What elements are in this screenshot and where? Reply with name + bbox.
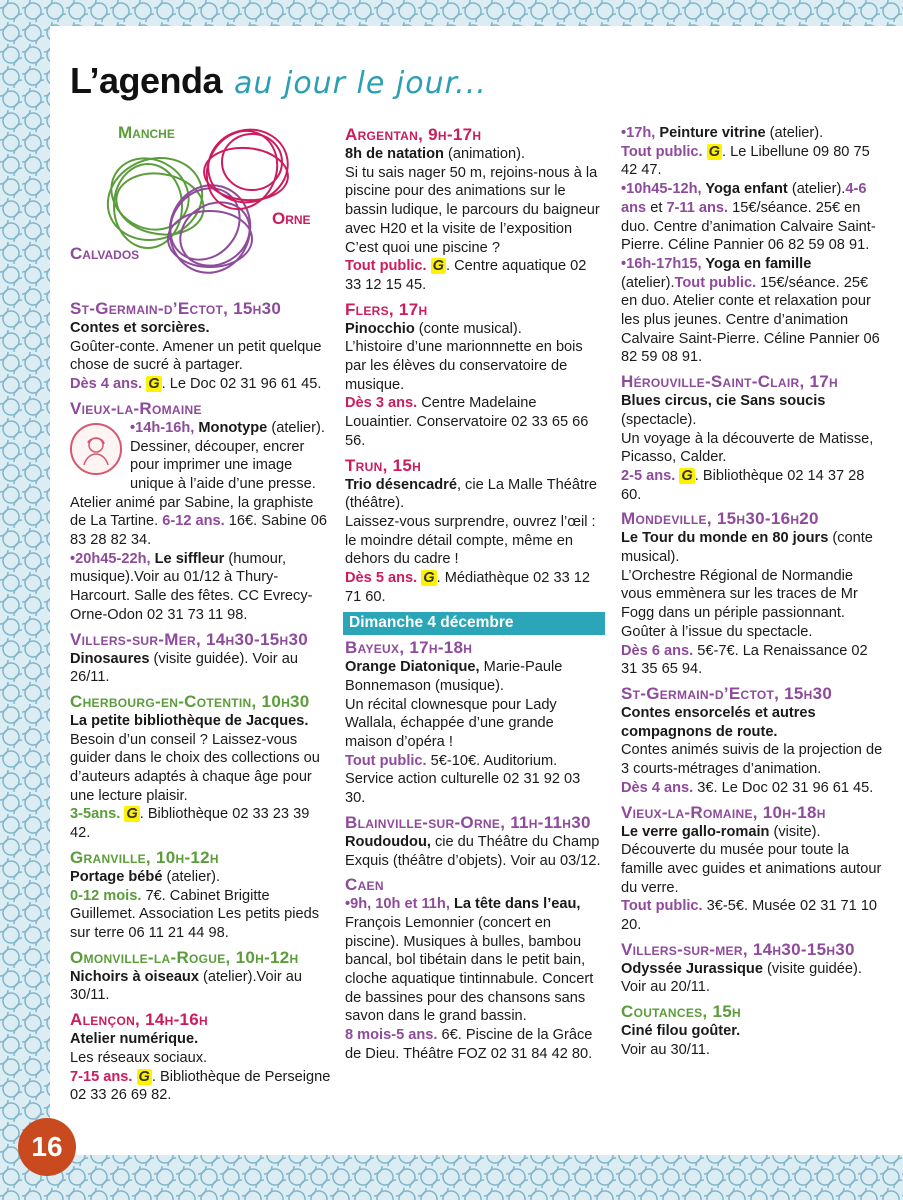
event-title: Ciné filou goûter. — [621, 1023, 741, 1040]
event-info: 3€. Le Doc 02 31 96 61 45. — [693, 779, 874, 796]
event-town: Blainville-sur-Orne, 11h-11h30 — [345, 812, 591, 832]
age-label: Dès 5 ans. — [345, 570, 418, 587]
event-line: Laissez-vous surprendre, ouvrez l’œil : le moindre détail compte, même en dehors du cadre ! — [345, 513, 596, 568]
event-line — [621, 960, 883, 979]
event-time: •9h, 10h et 11h, — [345, 896, 454, 913]
event-line — [345, 145, 603, 164]
event-info: . Bibliothèque 02 14 37 28 60. — [621, 467, 865, 503]
event-town: Cherbourg-en-Cotentin, 10h30 — [70, 691, 310, 711]
free-badge: G — [681, 467, 693, 484]
event-title: Yoga enfant — [705, 181, 788, 198]
event-town: Vieux-la-Romaine — [70, 398, 202, 418]
event-town: Caen — [345, 875, 384, 895]
event-info: 15€/séance. 25€ en duo. Atelier conte et relaxation pour les plus jeunes. Centre d’animation Calvaire Saint-Pierre. Céline Pannier 06 82 59 08 91. — [621, 274, 880, 366]
event-time: •14h-16h, — [130, 419, 199, 436]
event-line — [70, 319, 332, 338]
event-line: Un voyage à la découverte de Matisse, Picasso, Calder. — [621, 430, 874, 466]
event-town: Vieux-la-Romaine, 10h-18h — [621, 802, 826, 822]
event-title: La petite bibliothèque de Jacques. — [70, 712, 309, 729]
event-info: . Le Doc 02 31 96 61 45. — [161, 376, 322, 393]
event-line — [70, 868, 332, 887]
age-label: Tout public. — [621, 898, 703, 915]
event-title: Contes ensorcelés et autres compagnons de route. — [621, 704, 816, 740]
event-info: (conte musical). — [621, 530, 873, 566]
event-town: Hérouville-Saint-Clair, 17h — [621, 372, 839, 392]
event-info: 15€/séance. 25€ en duo. Centre d’animation Calvaire Saint-Pierre. Céline Pannier 06 82 59 08 91. — [621, 199, 876, 254]
age-label: Tout public. — [674, 274, 757, 291]
event-title: Atelier numérique. — [70, 1031, 199, 1048]
age-label: 7-11 ans. — [666, 199, 729, 216]
title-main: L’agenda — [70, 60, 223, 101]
event-town: St-Germain-d’Ectot, 15h30 — [621, 683, 833, 703]
event-info: Marie-Paule Bonnemason (musique). — [345, 659, 563, 694]
event-title: La tête dans l’eau, — [453, 896, 581, 913]
event-info: (atelier). — [621, 274, 675, 291]
event-info: 3€-5€. Musée 02 31 71 10 20. — [621, 898, 878, 934]
event-info: 16€. Sabine 06 83 28 82 34. — [70, 513, 327, 549]
event-info: (conte musical). — [414, 320, 522, 337]
event-line: Si tu sais nager 50 m, rejoins-nous à la piscine pour des animations sur le bassin ludique, le parcours du baigneur avec H20 et la visite de l’exposition C’est quoi une piscine ? — [345, 164, 600, 256]
event-line — [70, 650, 332, 687]
illustrator-avatar-icon — [70, 423, 122, 475]
day-header: Dimanche 4 décembre — [343, 612, 605, 635]
event-info: (atelier). — [162, 868, 221, 885]
event-line: Voir au 30/11. — [621, 1041, 710, 1058]
event-line — [621, 255, 883, 367]
event-line — [621, 779, 883, 798]
event-line: Découverte du musée pour toute la famille avec guides et animations autour du verre. — [621, 842, 882, 896]
event-title: Monotype — [198, 419, 268, 436]
event-info: (spectacle). — [621, 411, 697, 428]
free-badge: G — [138, 1068, 150, 1085]
event-info: . Bibliothèque de Perseigne 02 33 26 69 82. — [70, 1068, 331, 1104]
event-line — [621, 823, 883, 842]
event-line: Goûter-conte. Amener un petit quelque chose de sucré à partager. — [70, 338, 322, 374]
event-town: Flers, 17h — [345, 299, 428, 319]
event-line — [345, 752, 603, 808]
region-scribble-map — [70, 124, 332, 294]
event-title: Le Tour du monde en 80 jours — [621, 530, 829, 547]
free-badge: G — [708, 143, 721, 160]
age-label: 4-6 ans — [621, 181, 867, 216]
event-info: (atelier).Voir au 30/11. — [70, 968, 302, 1004]
map-label-orne: Orne — [272, 209, 311, 228]
event-town: St-Germain-d’Ectot, 15h30 — [70, 299, 282, 318]
column-1 — [70, 124, 332, 1105]
title-subtitle: au jour le jour... — [234, 66, 487, 101]
event-info: . Le Libellune 09 80 75 42 47. — [621, 143, 870, 179]
event-town: Omonville-la-Rogue, 10h-12h — [70, 947, 299, 967]
free-badge: G — [423, 570, 435, 587]
event-town: Trun, 15h — [345, 455, 422, 475]
event-line — [345, 1026, 603, 1063]
event-info: (visite guidée). — [762, 960, 862, 977]
event-title: Contes et sorcières. — [70, 320, 210, 336]
event-info: (atelier). — [765, 125, 824, 141]
event-title: Orange Diatonique, — [345, 659, 480, 676]
event-line — [621, 897, 883, 934]
event-time: •17h, — [621, 125, 660, 141]
event-line — [70, 805, 332, 842]
age-label: 3-5ans. — [70, 806, 121, 823]
event-line — [70, 550, 332, 625]
free-badge: G — [432, 258, 445, 275]
page-title — [70, 60, 487, 102]
event-line — [70, 887, 332, 943]
event-line — [621, 180, 883, 255]
event-line — [70, 1030, 332, 1049]
age-label: Tout public. — [345, 752, 427, 769]
event-town: Granville, 10h-12h — [70, 847, 219, 867]
event-title: Odyssée Jurassique — [621, 960, 763, 977]
event-line — [621, 143, 883, 180]
event-town: Coutances, 15h — [621, 1002, 741, 1022]
event-line — [345, 658, 603, 695]
free-badge: G — [148, 376, 160, 393]
event-info: 5€-7€. La Renaissance 02 31 35 65 94. — [621, 642, 868, 678]
event-info: . Bibliothèque 02 33 23 39 42. — [70, 806, 310, 842]
column-2 — [345, 124, 603, 1064]
event-town: Argentan, 9h-17h — [345, 125, 482, 144]
event-town: Bayeux, 17h-18h — [345, 638, 473, 658]
event-title: Trio désencadré — [345, 476, 457, 493]
event-town: Villers-sur-mer, 14h30-15h30 — [621, 939, 855, 959]
event-info: Centre Madelaine Louaintier. Conservatoire 02 33 65 66 56. — [345, 395, 589, 449]
event-title: Peinture vitrine — [659, 125, 766, 141]
event-line — [70, 1068, 332, 1105]
event-time: •20h45-22h, — [70, 550, 155, 567]
event-line: Les réseaux sociaux. — [70, 1049, 208, 1066]
event-info: François Lemonnier (concert en piscine). Musiques à bulles, bambou bancal, bol tibétain dans le petit bain, cloche aquatique tintinnabule. Concert de bassines pour des chansons sans savon dans le grand bassin. — [345, 914, 594, 1025]
event-title: Nichoirs à oiseaux — [70, 968, 199, 985]
event-info: 7€. Cabinet Brigitte Guillemet. Association Les petits pieds sur terre 06 11 21 44 98. — [70, 887, 320, 941]
event-info: . Centre aquatique 02 33 12 15 45. — [345, 258, 587, 293]
event-info: (atelier). — [787, 181, 846, 198]
event-line — [621, 642, 883, 679]
age-label: 7-15 ans. — [70, 1068, 133, 1085]
event-line: Contes animés suivis de la projection de 3 courts-métrages d’animation. — [621, 742, 883, 778]
event-line — [621, 124, 883, 143]
event-info: (atelier). Dessiner, découper, encrer pour imprimer une image unique à l’aide d’une presse. Atelier animé par Sabine, la graphiste de La Tartine. — [70, 419, 325, 530]
age-label: Dès 4 ans. — [621, 779, 694, 796]
event-info: cie du Théâtre du Champ Exquis (théâtre d’objets). Voir au 03/12. — [345, 833, 601, 869]
event-line: L’Orchestre Régional de Normandie vous emmènera sur les traces de Mr Fogg dans un périple passionnant. Goûter à l’issue du spectacle. — [621, 567, 858, 640]
map-label-manche: Manche — [118, 123, 175, 142]
map-label-calvados: Calvados — [70, 244, 140, 263]
event-line — [70, 375, 332, 394]
event-info: 5€-10€. Auditorium. Service action culturelle 02 31 92 03 30. — [345, 752, 581, 807]
age-label: 0-12 mois. — [70, 887, 142, 904]
event-line: Besoin d’un conseil ? Laissez-vous guider dans le choix des collections ou d’auteurs adaptés à chaque âge pour une lecture plaisir. — [70, 731, 320, 804]
event-line — [345, 394, 603, 450]
event-title: Portage bébé — [70, 868, 163, 885]
event-line — [345, 320, 603, 339]
event-line: L’histoire d’une marionnnette en bois par les élèves du conservatoire de musique. — [345, 339, 583, 393]
event-line — [621, 704, 883, 741]
column-3 — [621, 124, 883, 1060]
event-line — [621, 1022, 883, 1041]
event-town: Villers-sur-Mer, 14h30-15h30 — [70, 629, 308, 649]
event-line — [345, 569, 603, 606]
event-title: Yoga en famille — [705, 255, 812, 272]
event-town: Alençon, 14h-16h — [70, 1010, 209, 1030]
event-line — [345, 833, 603, 870]
age-label: 2-5 ans. — [621, 467, 676, 484]
age-label: Tout public. — [345, 258, 427, 275]
event-info: (visite). — [769, 823, 821, 840]
event-line: Voir au 20/11. — [621, 979, 710, 996]
age-label: Dès 3 ans. — [345, 395, 418, 412]
event-line — [621, 392, 883, 429]
age-label: Dès 6 ans. — [621, 642, 694, 659]
page-number: 16 — [18, 1118, 76, 1176]
event-line — [70, 712, 332, 731]
event-line — [621, 529, 883, 566]
event-title: Dinosaures — [70, 650, 150, 667]
event-line — [345, 476, 603, 513]
event-line — [621, 467, 883, 504]
event-title: Pinocchio — [345, 320, 415, 337]
age-label: Dès 4 ans. — [70, 376, 143, 393]
event-info: . Médiathèque 02 33 12 71 60. — [345, 570, 590, 605]
event-info: et — [646, 199, 667, 216]
event-line — [345, 257, 603, 294]
free-badge: G — [126, 806, 138, 823]
event-title: Roudoudou, — [345, 833, 431, 850]
event-title: Le verre gallo-romain — [621, 823, 770, 840]
event-info: 6€. Piscine de la Grâce de Dieu. Théâtre FOZ 02 31 84 42 80. — [345, 1027, 593, 1062]
event-info: (animation). — [443, 146, 526, 162]
event-line — [70, 968, 332, 1005]
age-label: 8 mois-5 ans. — [345, 1027, 438, 1044]
event-info: , cie La Malle Théâtre (théâtre). — [345, 476, 598, 512]
event-info: (visite guidée). Voir au 26/11. — [70, 650, 298, 686]
event-title: Blues circus, cie Sans soucis — [621, 393, 826, 410]
event-line — [345, 895, 603, 1026]
event-town: Mondeville, 15h30-16h20 — [621, 509, 819, 529]
event-info: (humour, musique).Voir au 01/12 à Thury-Harcourt. Salle des fêtes. CC Evrecy-Orne-Odon 02 31 73 11 98. — [70, 550, 313, 623]
age-label: Tout public. — [621, 143, 703, 160]
event-line: Un récital clownesque pour Lady Wallala, échappée d’une grande maison d’opéra ! — [345, 696, 557, 750]
age-label: 6-12 ans. — [162, 513, 225, 530]
event-title: 8h de natation — [345, 146, 444, 162]
event-time: •10h45-12h, — [621, 181, 706, 198]
event-line — [70, 419, 332, 550]
event-title: Le siffleur — [154, 550, 225, 567]
event-time: •16h-17h15, — [621, 255, 706, 272]
